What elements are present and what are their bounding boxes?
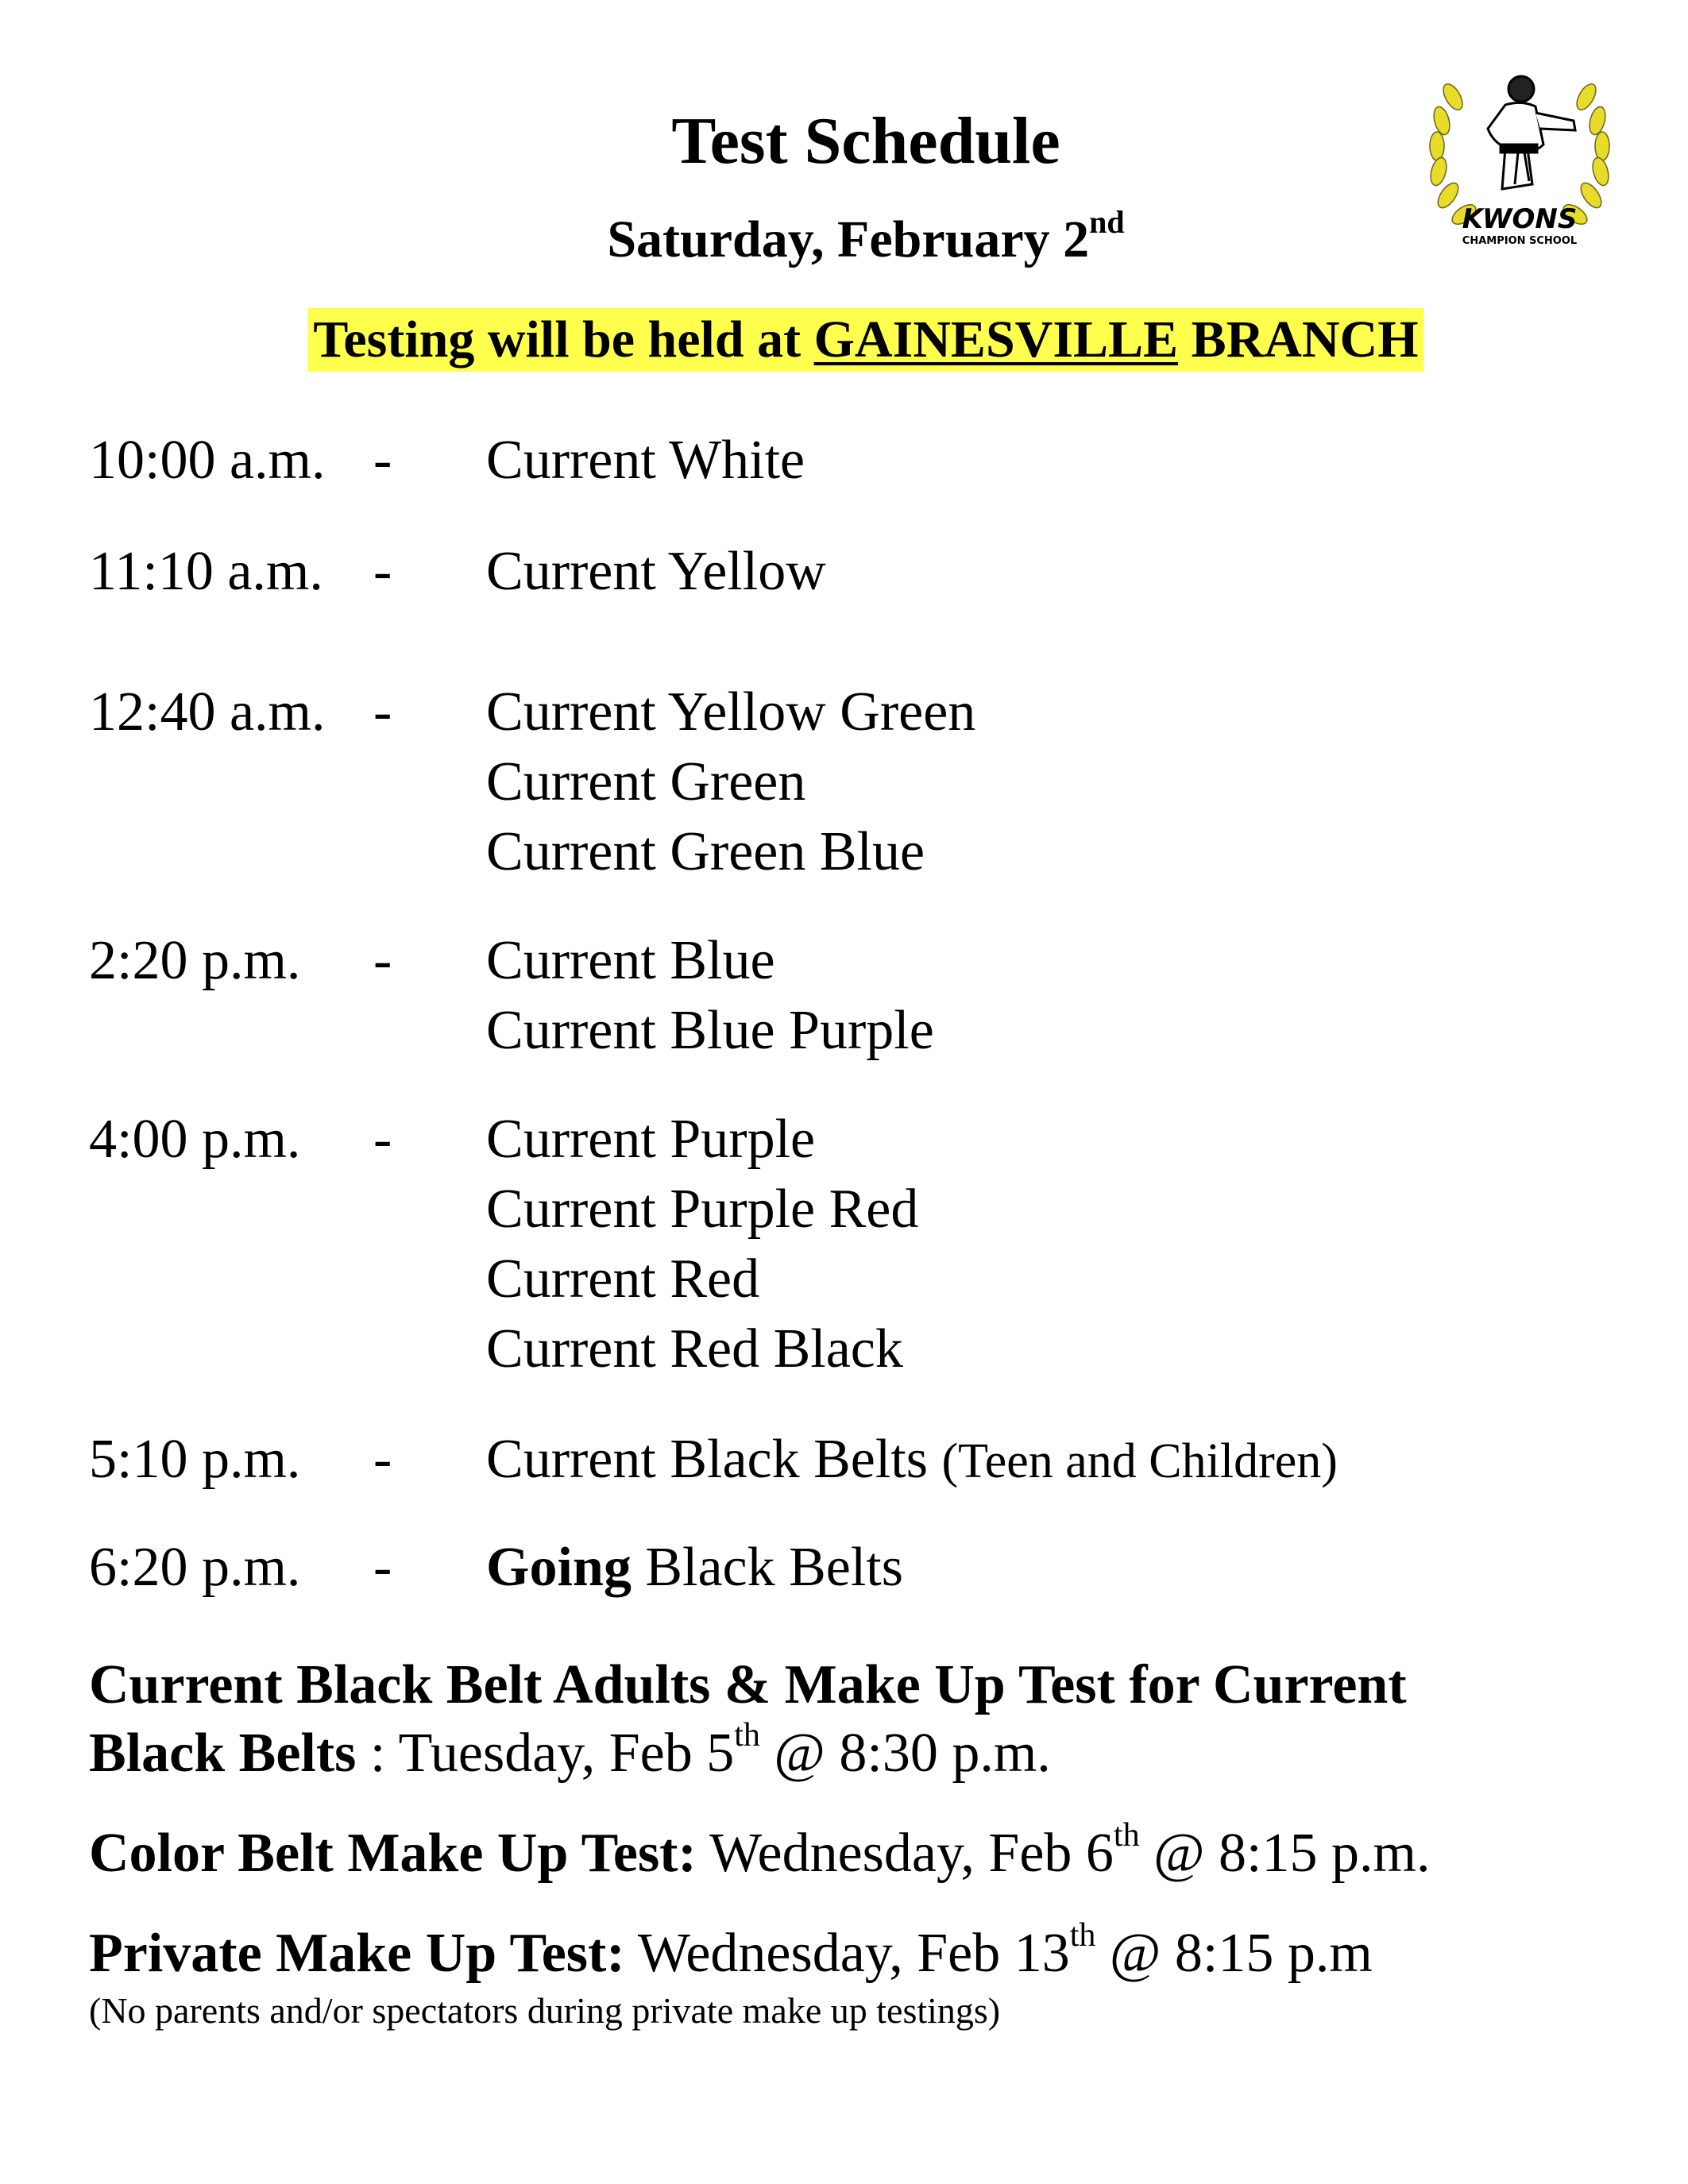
notice-adults-time: @ 8:30 p.m. — [759, 1723, 1051, 1784]
notice-color-bold: Color Belt Make Up Test: — [89, 1823, 697, 1884]
schedule-dash: - — [373, 541, 392, 602]
belt-group: Current Blue — [486, 930, 775, 991]
belt-group: Current White — [486, 430, 805, 491]
schedule-groups — [486, 677, 975, 887]
schedule-dash: - — [373, 681, 392, 743]
belt-group: Current Yellow Green — [486, 681, 976, 743]
martial-artist-icon — [1488, 76, 1575, 189]
page-title: Test Schedule — [671, 104, 1060, 178]
date-main: Saturday, February 2 — [607, 210, 1090, 268]
belt-group-bold: Going — [486, 1537, 632, 1598]
belt-group: Current Blue Purple — [486, 1000, 934, 1061]
notice-color-date: Wednesday, Feb 6 — [696, 1823, 1114, 1884]
schedule-time: 10:00 a.m. — [89, 430, 326, 491]
schedule-time: 5:10 p.m. — [89, 1429, 301, 1490]
schedule-groups — [486, 1105, 918, 1384]
notice-private-sup: th — [1069, 1917, 1096, 1954]
location-banner — [0, 308, 1688, 372]
schedule-groups — [486, 1425, 1338, 1496]
belt-group: Current Green — [486, 751, 806, 812]
location-prefix: Testing will be held at — [313, 311, 802, 369]
notice-private — [89, 1919, 1373, 1989]
schedule-dash: - — [373, 430, 392, 491]
location-suffix: BRANCH — [1191, 311, 1419, 369]
belt-group: Current Purple Red — [486, 1179, 919, 1240]
notice-color-sup: th — [1113, 1817, 1140, 1854]
logo-name: KWONS — [1462, 203, 1578, 235]
logo-subtitle: CHAMPION SCHOOL — [1462, 235, 1578, 247]
notice-adults-line1 — [89, 1650, 1407, 1720]
notice-private-note: (No parents and/or spectators during private make up testings) — [89, 1990, 1001, 2031]
belt-group: Current Green Blue — [486, 821, 925, 882]
belt-group — [486, 1533, 903, 1603]
notice-adults-date: : Tuesday, Feb 5 — [356, 1723, 735, 1784]
notice-private-time: @ 8:15 p.m — [1095, 1923, 1373, 1984]
schedule-time: 2:20 p.m. — [89, 930, 301, 991]
belt-group-rest: Black Belts — [645, 1537, 904, 1598]
belt-group-main: Current Black Belts — [486, 1429, 929, 1490]
date-suffix: nd — [1089, 204, 1125, 240]
schedule-time: 6:20 p.m. — [89, 1537, 301, 1598]
notice-adults-bold: Black Belts — [89, 1723, 357, 1784]
schedule-time: 4:00 p.m. — [89, 1109, 301, 1170]
notice-private-date: Wednesday, Feb 13 — [624, 1923, 1070, 1984]
schedule-time: 11:10 a.m. — [89, 541, 323, 602]
schedule-dash: - — [373, 1109, 392, 1170]
schedule-dash: - — [373, 930, 392, 991]
location-branch: GAINESVILLE — [813, 311, 1179, 369]
notice-color-belt — [89, 1819, 1430, 1889]
schedule-groups — [486, 1533, 903, 1603]
belt-group: Current Yellow — [486, 541, 826, 602]
schedule-groups — [486, 426, 805, 496]
notice-private-bold: Private Make Up Test: — [89, 1923, 625, 1984]
notice-adults-sup: th — [734, 1717, 760, 1754]
schedule-groups — [486, 926, 934, 1066]
location-highlight — [308, 308, 1423, 372]
notice-color-time: @ 8:15 p.m. — [1139, 1823, 1431, 1884]
schedule-dash: - — [373, 1537, 392, 1598]
belt-group: Current Red Black — [486, 1318, 903, 1379]
kwons-logo — [1416, 65, 1623, 264]
schedule-groups — [486, 537, 826, 607]
notice-adults-heading: Current Black Belt Adults & Make Up Test for Current — [89, 1654, 1407, 1715]
belt-group: Current Red — [486, 1248, 760, 1310]
belt-group-note: (Teen and Children) — [941, 1434, 1338, 1488]
belt-group: Current Purple — [486, 1109, 816, 1170]
schedule-time: 12:40 a.m. — [89, 681, 326, 743]
schedule-dash: - — [373, 1429, 392, 1490]
notice-adults-line2 — [89, 1719, 1051, 1788]
belt-group — [486, 1425, 1338, 1496]
